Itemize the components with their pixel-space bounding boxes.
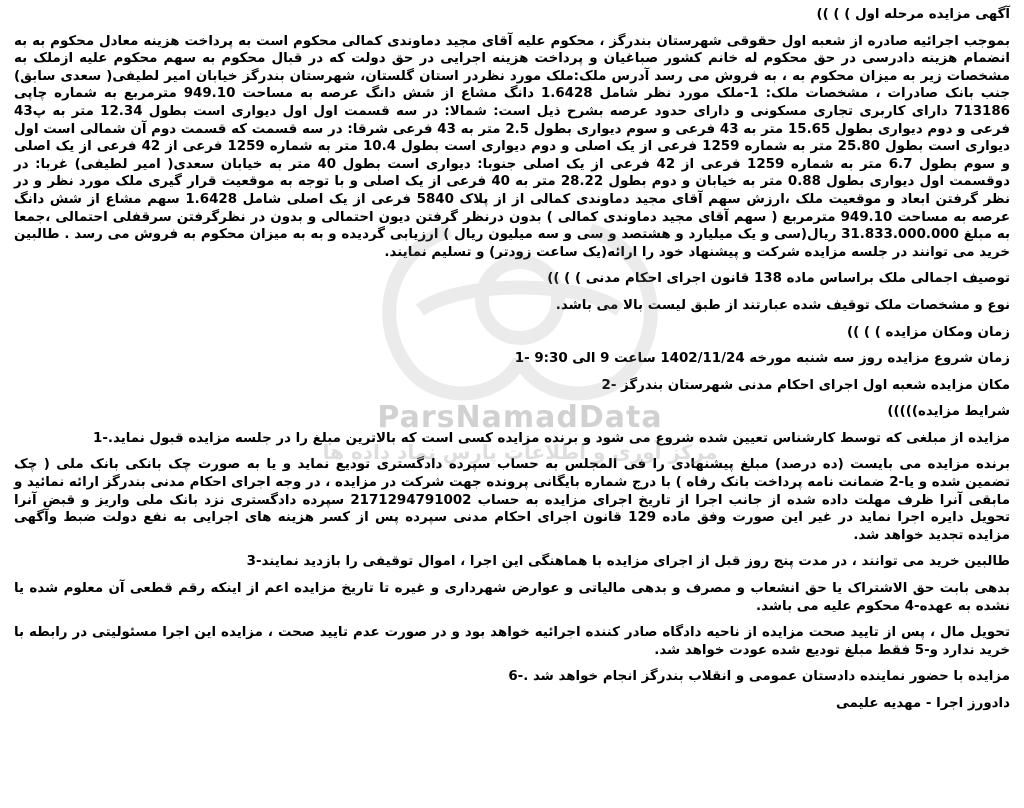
main-paragraph: بموجب اجرائیه صادره از شعبه اول حقوقی شهرستان بندرگز ، محکوم علیه آقای مجید دماوندی کمالی محکوم است به پرداخت هزینه معادل محکوم به به انضمام هزینه دادرسی در حق محکوم له خانم کشور صباغیان و پرداخت هزینه اجرایی در حق دولت که در قبال محکوم به سهم محکوم علیه ازملک به مشخصات زیر به میزان محکوم به ، به فروش می رسد آدرس ملک:ملک مورد نظردر استان گلستان، شهرستان بندرگز خیابان امیر لطیفی( سعدی سابق) جنب بانک صادرات ، مشخصات ملک: 1-ملک مورد نظر شامل 1.6428 دانگ مشاع از شش دانگ عرصه به مساحت 949.10 مترمربع به شماره چاپی 713186 دارای کاربری تجاری مسکونی و دارای حدود عرصه بشرح ذیل است: شمالا: در سه قسمت اول اول دیواری است بطول 12.34 متر به پ43 فرعی و دوم دیواری بطول 15.65 متر به 43 فرعی و سوم دیواری بطول 2.5 متر به 43 فرعی شرقا: در سه قسمت که قسمت دوم آن شمالی است اول دیواری است بطول 25.80 متر به شماره 1259 فرعی از یک اصلی و دوم دیواری است بطول 10.4 متر به شماره 1259 فرعی از 42 فرعی از یک اصلی و سوم بطول 6.7 متر به شماره 1259 فرعی از 42 فرعی از یک اصلی جنوبا: دیواری است بطول 40 متر به خیابان سعدی( امیر لطیفی) غربا: در دوقسمت اول دیواری بطول 0.88 متر به خیابان و دوم بطول 28.22 متر به 40 فرعی از یک اصلی و با توجه به موقعیت قرار گیری ملک مورد نظر و در نظر گرفتن ابعاد و موقعیت ملک ،ارزش سهم آقای مجید دماوندی کمالی از از پلاک 5840 فرعی از یک اصلی شامل 1.6428 سهم مشاع از شش دانگ عرصه به مساحت 949.10 مترمربع ( سهم آقای مجید دماوندی کمالی ) بدون درنظر گرفتن دیون احتمالی و بدون در نظرگرفتن سرقفلی احتمالی ،جمعا به مبلغ 31.833.000.000 ریال(سی و یک میلیارد و هشتصد و سی و سه میلیون ریال ) ارزیابی گردیده و به به میزان محکوم به فروش می رسد . طالبین خرید می توانند در جلسه مزایده شرکت و پیشنهاد خود را ارائه(یک ساعت زودتر) و تسلیم نمایند. bbox=[14, 33, 1011, 260]
place-item: مکان مزایده شعبه اول اجرای احکام مدنی شهرستان بندرگز -2 bbox=[601, 377, 1010, 393]
watermark-brand-text: ParsNamadData bbox=[377, 400, 663, 435]
condition-3: طالبین خرید می توانند ، در مدت پنج روز قبل از اجرای مزایده با هماهنگی این اجرا ، اموال توقیفی را بازدید نمایند-3 bbox=[246, 554, 1010, 570]
condition-2: برنده مزایده می بایست (ده درصد) مبلغ پیشنهادی را فی المجلس به حساب سپرده دادگستری تودیع نماید و یا به صورت چک بانکی بانک ملی ( چک تضمین شده و یا-2 ضمانت نامه پرداخت بانک رفاه ) با درج شماره بایگانی پرونده جهت شرکت در مزایده ، در وجه اجرای احکام مدنی بندرگز ارائه نمائید و مابقی آنرا ظرف مهلت داده شده از جانب اجرا از تاریخ اجرای مزایده به حساب 2171294791002 سپرده دادگستری نزد بانک ملی واریز و قبض آنرا تحویل دایره اجرا نماید در غیر این صورت وفق ماده 129 قانون اجرای احکام مدنی سپرده پس از کسر هزینه های اجرایی به نفع دولت ضبط وآگهی مزایده تجدید خواهد شد. bbox=[14, 457, 1011, 543]
condition-5: تحویل مال ، پس از تایید صحت مزایده از ناحیه دادگاه صادر کننده اجرائیه خواهد بود و در صورت عدم تایید صحت ، مزایده این اجرا مسئولیتی در رابطه با خرید ندارد و-5 فقط مبلغ تودیع شده عودت خواهد شد. bbox=[14, 625, 1010, 658]
condition-4: بدهی بابت حق الاشتراک یا حق انشعاب و مصرف و بدهی مالیاتی و عوارض شهرداری و غیره تا تاریخ مزایده اعم از اینکه رقم قطعی آن معلوم شده یا نشده به عهده-4 محکوم علیه می باشد. bbox=[14, 581, 1010, 614]
section-description-title: توصیف اجمالی ملک براساس ماده 138 قانون اجرای احکام مدنی ) ) )) bbox=[547, 271, 1010, 287]
section-conditions-title: شرایط مزایده))))) bbox=[887, 404, 1010, 420]
section-description-text: نوع و مشخصات ملک توقیف شده عبارتند از طبق لیست بالا می باشد. bbox=[555, 297, 1010, 313]
condition-1: مزایده از مبلغی که توسط کارشناس تعیین شده شروع می شود و برنده مزایده کسی است که بالاترین مبلغ را در جلسه مزایده قبول نماید.-1 bbox=[92, 430, 1010, 446]
section-time-place-title: زمان ومکان مزایده ) ) )) bbox=[847, 324, 1010, 340]
time-item: زمان شروع مزایده روز سه شنبه مورخه 1402/11/24 ساعت 9 الی 9:30 -1 bbox=[514, 351, 1010, 367]
condition-6: مزایده با حضور نماینده دادستان عمومی و انقلاب بندرگز انجام خواهد شد .-6 bbox=[508, 669, 1010, 685]
signature-line: دادورز اجرا - مهدیه علیمی bbox=[835, 696, 1010, 711]
notice-title: آگهی مزایده مرحله اول ) ) )) bbox=[816, 7, 1010, 22]
watermark-slogan-text: مرکز آوری و اطلاعات پارس نماد داده ها bbox=[322, 440, 718, 464]
